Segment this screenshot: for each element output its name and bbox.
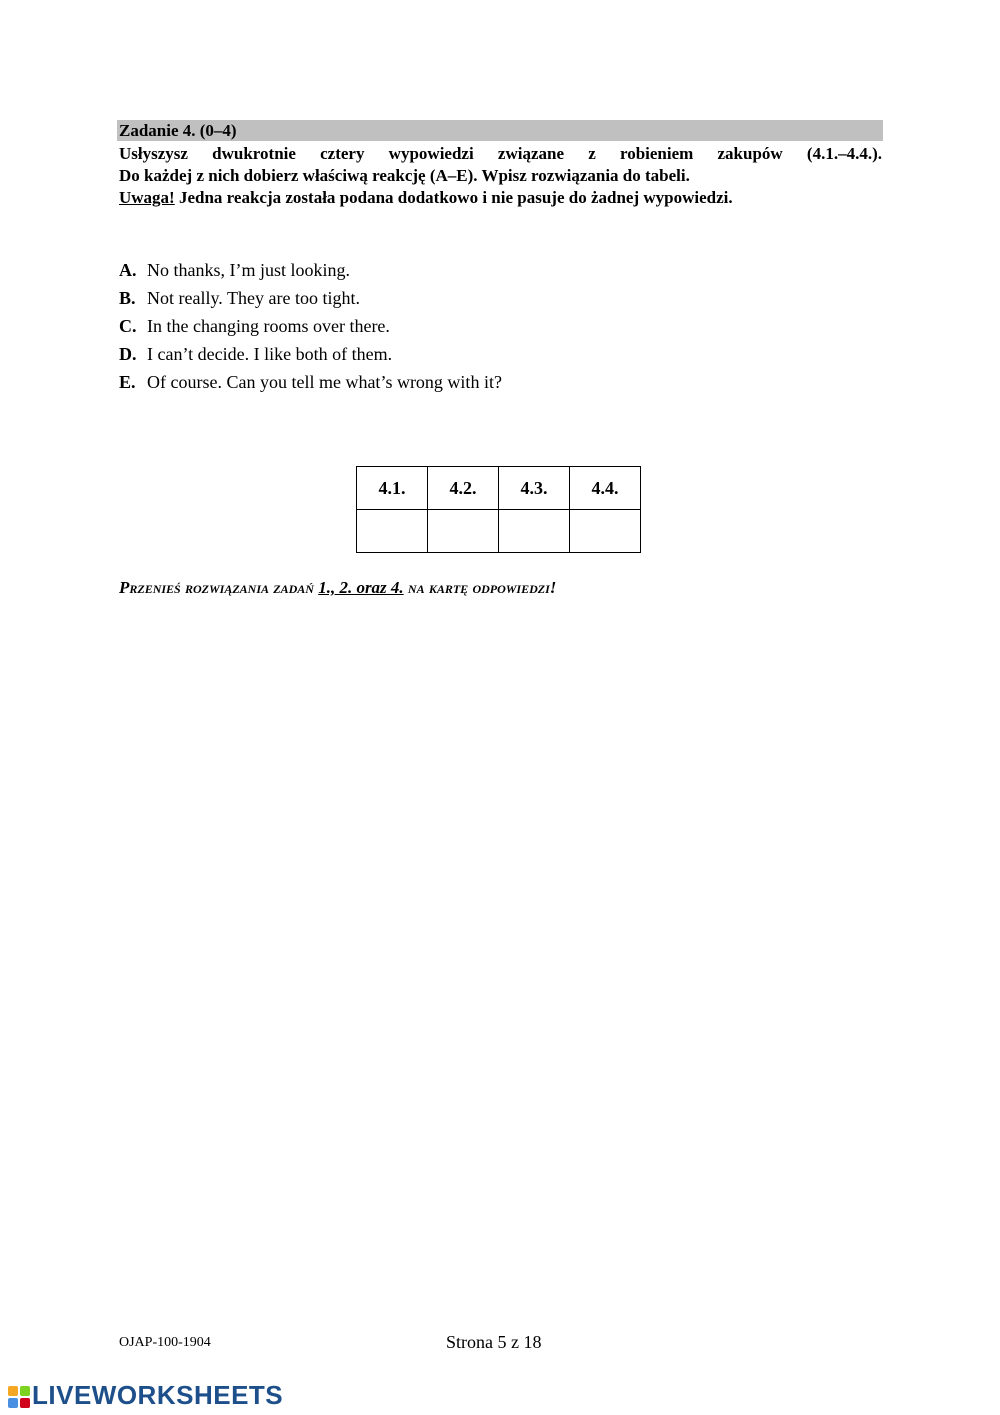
option-e xyxy=(119,369,502,397)
answer-cell-4-3[interactable] xyxy=(499,510,570,553)
answer-header-4-3: 4.3. xyxy=(499,467,570,510)
option-d xyxy=(119,341,502,369)
document-code: OJAP-100-1904 xyxy=(119,1335,211,1350)
answer-table xyxy=(356,466,641,553)
option-text: Of course. Can you tell me what’s wrong with it? xyxy=(147,372,502,392)
transfer-note xyxy=(119,578,556,598)
note-text: Jedna reakcja została podana dodatkowo i nie pasuje do żadnej wypowiedzi. xyxy=(174,188,733,207)
transfer-part-2: na kartę odpowiedzi xyxy=(403,578,550,597)
option-text: In the changing rooms over there. xyxy=(147,316,390,336)
option-letter: C. xyxy=(119,316,137,336)
liveworksheets-brand[interactable] xyxy=(8,1379,284,1410)
option-a xyxy=(119,257,502,285)
option-letter: B. xyxy=(119,288,136,308)
answer-cell-4-1[interactable] xyxy=(357,510,428,553)
answer-header-4-4: 4.4. xyxy=(570,467,641,510)
task-instructions xyxy=(119,143,882,209)
answer-cell-4-4[interactable] xyxy=(570,510,641,553)
page-number: Strona 5 z 18 xyxy=(446,1332,542,1352)
option-letter: E. xyxy=(119,372,136,392)
option-text: Not really. They are too tight. xyxy=(147,288,360,308)
answer-cell-4-2[interactable] xyxy=(428,510,499,553)
transfer-part-1: Przenieś rozwiązania zadań xyxy=(119,578,319,597)
answer-header-4-1: 4.1. xyxy=(357,467,428,510)
task-header: Zadanie 4. (0–4) xyxy=(117,120,883,141)
transfer-end: ! xyxy=(549,578,557,597)
brand-name: LIVEWORKSHEETS xyxy=(32,1379,284,1410)
liveworksheets-logo-icon xyxy=(8,1384,30,1406)
note-label: Uwaga! xyxy=(119,188,175,207)
option-letter: A. xyxy=(119,260,137,280)
instruction-line-2: Do każdej z nich dobierz właściwą reakcję (A–E). Wpisz rozwiązania do tabeli. xyxy=(119,166,690,185)
option-text: No thanks, I’m just looking. xyxy=(147,260,350,280)
instruction-note xyxy=(119,187,882,209)
reaction-options xyxy=(119,257,502,397)
option-text: I can’t decide. I like both of them. xyxy=(147,344,393,364)
answer-table-input-row xyxy=(357,510,641,553)
option-b xyxy=(119,285,502,313)
option-c xyxy=(119,313,502,341)
transfer-tasks: 1., 2. oraz 4. xyxy=(318,578,404,597)
answer-header-4-2: 4.2. xyxy=(428,467,499,510)
answer-table-header-row xyxy=(357,467,641,510)
option-letter: D. xyxy=(119,344,137,364)
instruction-line-1: Usłyszysz dwukrotnie cztery wypowiedzi związane z robieniem zakupów (4.1.–4.4.). xyxy=(119,144,882,163)
